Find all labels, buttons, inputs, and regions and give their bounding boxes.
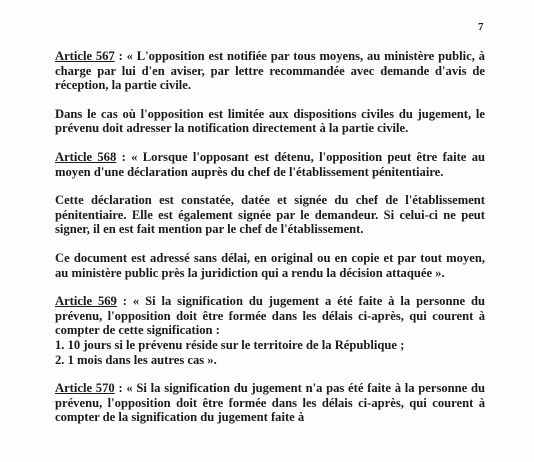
paragraph-text: Ce document est adressé sans délai, en original ou en copie et par tout moyen, au ministère public près la juridiction qui a rendu la décision attaquée ».: [55, 250, 485, 280]
document-body: [55, 49, 485, 439]
paragraph-text: : « Lorsque l'opposant est détenu, l'opposition peut être faite au moyen d'une déclaration auprès du chef de l'établissement pénitentiaire.: [55, 149, 485, 179]
paragraph-article-569: [55, 294, 485, 367]
paragraph-text: Dans le cas où l'opposition est limitée aux dispositions civiles du jugement, le prévenu doit adresser la notification directement à la partie civile.: [55, 106, 485, 136]
article-heading: Article 569: [55, 294, 117, 309]
paragraph-article-570: [55, 381, 485, 425]
paragraph-text: : « Si la signification du jugement a été faite à la personne du prévenu, l'opposition doit être formée dans les délais ci-après, qui courent à compter de cette signification :: [55, 294, 485, 338]
list-item: 1. 10 jours si le prévenu réside sur le territoire de la République ;: [55, 337, 405, 352]
paragraph-text: : « L'opposition est notifiée par tous moyens, au ministère public, à charge par lui d'en aviser, par lettre recommandée avec demande d'avis de réception, la partie civile.: [55, 49, 485, 93]
list-item: 2. 1 mois dans les autres cas ».: [55, 352, 217, 367]
paragraph-article-567: [55, 49, 485, 93]
paragraph: [55, 193, 485, 237]
paragraph-article-568: [55, 150, 485, 179]
paragraph: [55, 251, 485, 280]
article-heading: Article 567: [55, 49, 115, 63]
paragraph-text: : « Si la signification du jugement n'a pas été faite à la personne du prévenu, l'opposition doit être formée dans les délais ci-après, qui courent à compter de la signification du jugement faite à: [55, 381, 485, 425]
article-heading: Article 570: [55, 381, 115, 396]
article-heading: Article 568: [55, 149, 117, 164]
page-number: 7: [478, 21, 484, 33]
paragraph-text: Cette déclaration est constatée, datée et signée du chef de l'établissement pénitentiaire. Elle est également signée par le demandeur. Si celui-ci ne peut signer, il en est fait mention par le chef de l'établissement.: [55, 193, 485, 237]
paragraph: [55, 107, 485, 136]
